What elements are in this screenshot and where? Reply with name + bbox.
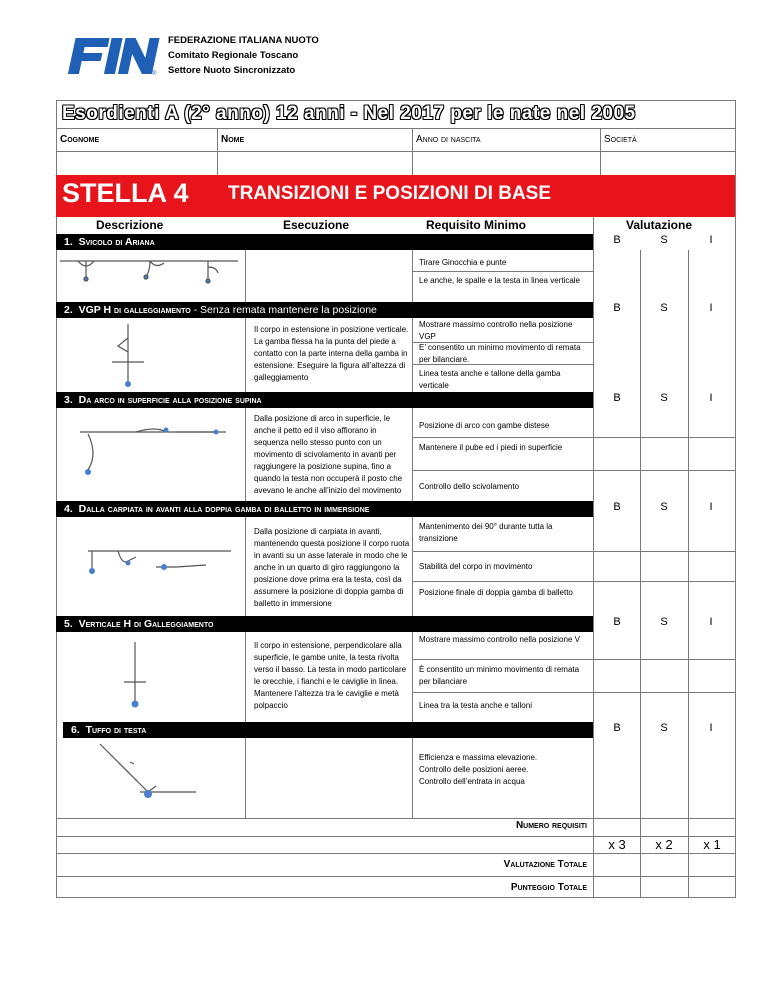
cognome-field[interactable] [57, 152, 217, 174]
page-title: Esordienti A (2° anno) 12 anni - Nel 2017 per le nate nel 2005 [62, 103, 636, 124]
i-header: I [709, 501, 713, 513]
b-header: B [613, 392, 621, 404]
s-header: S [660, 392, 668, 404]
item-3-req-2: Mantenere il pube ed i piedi in superficie [419, 443, 563, 452]
s-header: S [660, 234, 668, 246]
item-5-header: 5. Verticale H di Galleggiamento [56, 616, 593, 632]
b-header: B [613, 501, 621, 513]
nome-label: Nome [221, 134, 245, 145]
item-3-figure [76, 420, 236, 480]
b-header: B [613, 616, 621, 628]
col-esecuzione: Esecuzione [283, 218, 350, 232]
item-3-req-1: Posizione di arco con gambe distese [419, 421, 550, 430]
item-4-header: 4. Dalla carpiata in avanti alla doppia gamba di balletto in immersione [56, 501, 593, 517]
multiplier-x1: x 1 [703, 837, 721, 852]
item-1-req-1: Tirare Ginocchia e punte [419, 258, 507, 267]
multiplier-x2: x 2 [655, 837, 673, 852]
anno-nascita-label: Anno di nascita [416, 134, 481, 145]
item-6-req-1: Efficienza e massima elevazione. Controllo delle posizioni aeree. Controllo dell’entrata in acqua [419, 753, 538, 786]
item-2-figure [108, 322, 148, 390]
item-2-req-1: Mostrare massimo controllo nella posizione VGP [419, 320, 573, 341]
item-2-req-2: E’ consentito un minimo movimento di remata per bilanciare. [419, 343, 581, 364]
b-header: B [613, 722, 621, 734]
item-4-req-2: Stabilità del corpo in movimento [419, 562, 533, 571]
i-header: I [709, 722, 713, 734]
societa-field[interactable] [601, 152, 735, 174]
item-3-header: 3. Da arco in superficie alla posizione supina [56, 392, 593, 408]
societa-label: Società [604, 134, 637, 145]
item-3-req-3: Controllo dello scivolamento [419, 482, 520, 491]
nome-field[interactable] [218, 152, 412, 174]
col-requisito: Requisito Minimo [426, 218, 526, 232]
i-header: I [709, 234, 713, 246]
item-5-req-1: Mostrare massimo controllo nella posizione V [419, 635, 580, 644]
punteggio-totale-label: Punteggio Totale [510, 882, 587, 893]
b-header: B [613, 302, 621, 314]
valutazione-totale-label: Valutazione Totale [503, 859, 587, 870]
svg-text:®: ® [152, 71, 157, 76]
s-header: S [660, 302, 668, 314]
punteggio-totale-field[interactable] [594, 877, 734, 897]
item-4-req-1: Mantenimento dei 90° durante tutta la transizione [419, 522, 553, 543]
item-1-header: 1. Svicolo di Ariana [56, 234, 593, 250]
col-valutazione: Valutazione [626, 218, 693, 232]
item-1-req-2: Le anche, le spalle e la testa in linea verticale [419, 276, 580, 285]
i-header: I [709, 616, 713, 628]
anno-field[interactable] [413, 152, 600, 174]
item-6-figure [96, 740, 206, 806]
item-2-header: 2. VGP H di galleggiamento - Senza remata mantenere la posizione [56, 302, 593, 318]
i-header: I [709, 392, 713, 404]
item-1-figure [58, 255, 243, 299]
item-5-execution: Il corpo in estensione, perpendicolare alla superficie, le gambe unite, la testa rivolta verso il basso. La testa in modo particolare le orecchie, i fianchi e le caviglie in linea. Mantenere l’altezza tra le caviglie e metà polpaccio [254, 641, 407, 710]
item-2-execution: Il corpo in estensione in posizione verticale. La gamba flessa ha la punta del piede a contatto con la parte interna della gamba in estensione. Eseguire la figura all’altezza di galleggiamento [254, 325, 409, 382]
s-header: S [660, 722, 668, 734]
col-descrizione: Descrizione [96, 218, 164, 232]
s-header: S [660, 501, 668, 513]
item-5-req-3: Linea tra la testa anche e talloni [419, 701, 532, 710]
org-line-3: Settore Nuoto Sincronizzato [168, 65, 296, 76]
item-3-execution: Dalla posizione di arco in superficie, le anche il petto ed il viso affiorano in sequenza nello stesso punto con un movimento di scivolamento in avanti per raggiungere la posizione supina, fino a quando la testa non occuperà il posto che avevano le anche all’inizio del movimento [254, 414, 403, 495]
i-header: I [709, 302, 713, 314]
cognome-label: Cognome [60, 134, 100, 145]
org-line-2: Comitato Regionale Toscano [168, 50, 299, 61]
band-subtitle: TRANSIZIONI E POSIZIONI DI BASE [228, 183, 552, 204]
item-5-figure [120, 640, 150, 712]
item-4-figure [86, 545, 236, 581]
fin-logo [62, 36, 160, 76]
stella-label: STELLA 4 [62, 178, 189, 208]
item-5-req-2: È consentito un minimo movimento di remata per bilanciare [419, 665, 580, 686]
b-header: B [613, 234, 621, 246]
item-4-execution: Dalla posizione di carpiata in avanti, mantenendo questa posizione il corpo ruota in avanti su un asse laterale in modo che le anche in un quarto di giro raggiungono la posizione dove prima era la testa, così da assumere la posizione di doppia gamba di balletto in immersione [254, 527, 410, 608]
numero-requisiti-label: Numero requisiti [515, 820, 587, 831]
org-line-1: FEDERAZIONE ITALIANA NUOTO [168, 35, 319, 46]
organization-info [168, 33, 319, 78]
item-6-bar-fill [207, 722, 593, 738]
item-4-req-3: Posizione finale di doppia gamba di balletto [419, 588, 573, 597]
s-header: S [660, 616, 668, 628]
item-6-header: 6. Tuffo di testa [63, 722, 207, 738]
item-2-req-3: Linea testa anche e tallone della gamba verticale [419, 369, 561, 390]
multiplier-x3: x 3 [608, 837, 626, 852]
